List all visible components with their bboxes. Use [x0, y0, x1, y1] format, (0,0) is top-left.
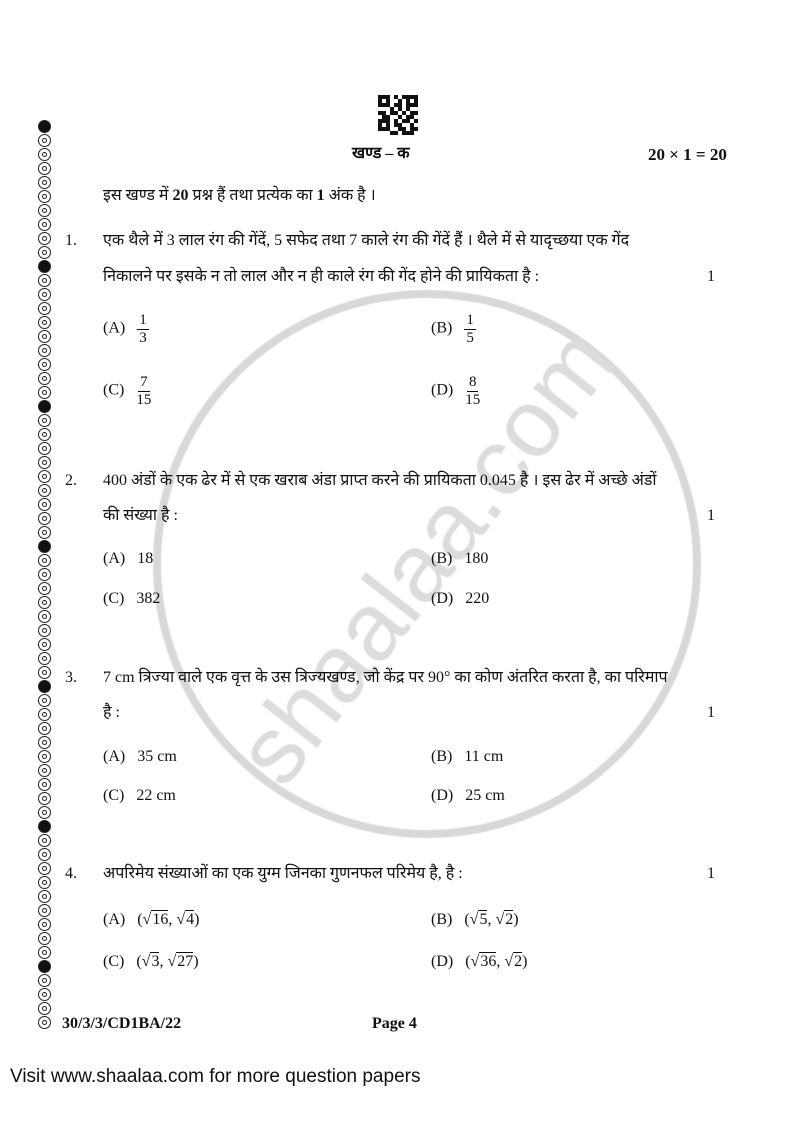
question-marks: 1 — [707, 268, 715, 285]
margin-ring — [38, 414, 51, 427]
fraction: $\frac{7}{15}$ — [136, 374, 152, 408]
margin-ring — [38, 778, 51, 791]
option-text: 220 — [465, 590, 490, 607]
question-number: 3. — [65, 669, 77, 686]
option-a[interactable] — [103, 312, 149, 346]
option-text: 35 cm — [137, 748, 177, 765]
margin-ring — [38, 666, 51, 679]
margin-ring — [38, 652, 51, 665]
question-number: 1. — [65, 232, 77, 249]
option-c[interactable] — [103, 591, 160, 607]
margin-ring — [38, 834, 51, 847]
instruction-text: इस खण्ड में — [103, 187, 173, 204]
radicand: 2 — [505, 911, 514, 928]
margin-ring — [38, 750, 51, 763]
margin-ring — [38, 1016, 51, 1029]
option-label: (D) — [431, 590, 454, 607]
option-b[interactable] — [431, 551, 488, 567]
margin-ring — [38, 386, 51, 399]
question-text: 7 cm त्रिज्या वाले एक वृत्त के उस त्रिज्यखण्ड, जो केंद्र पर 90° का कोण अंतरित करता है, का परिमाप — [103, 669, 668, 686]
option-label: (D) — [431, 787, 454, 804]
margin-ring — [38, 456, 51, 469]
qr-module — [414, 131, 418, 135]
option-label: (B) — [431, 319, 453, 337]
option-label: (C) — [103, 381, 125, 399]
option-b[interactable]: (B) (√5, √2) — [431, 911, 519, 928]
margin-ring — [38, 162, 51, 175]
question-marks: 1 — [707, 507, 715, 524]
question-text: है : — [103, 704, 120, 721]
option-c[interactable]: (C) (√3, √27) — [103, 953, 199, 970]
instruction-count: 20 — [172, 187, 189, 204]
margin-ring — [38, 946, 51, 959]
option-label: (C) — [103, 787, 125, 804]
radicand: 3 — [151, 953, 160, 970]
margin-ring — [38, 610, 51, 623]
margin-ring — [38, 624, 51, 637]
margin-ring — [38, 218, 51, 231]
margin-ring — [38, 638, 51, 651]
option-d[interactable] — [431, 788, 505, 804]
radicand: 16 — [152, 911, 169, 928]
margin-ring — [38, 680, 51, 693]
margin-ring — [38, 764, 51, 777]
margin-ring — [38, 694, 51, 707]
margin-rings — [38, 120, 54, 1040]
question-text: 400 अंडों के एक ढेर में से एक खराब अंडा प्राप्त करने की प्रायिकता 0.045 है । इस ढेर में अच्छे अंडों — [103, 472, 657, 489]
option-label: (A) — [103, 319, 126, 337]
fraction: $\frac{8}{15}$ — [465, 374, 481, 408]
option-label: (A) — [103, 911, 126, 928]
margin-ring — [38, 582, 51, 595]
option-label: (B) — [431, 911, 453, 928]
option-c[interactable] — [103, 788, 176, 804]
radicand: 27 — [177, 953, 194, 970]
margin-ring — [38, 904, 51, 917]
margin-ring — [38, 120, 51, 133]
margin-ring — [38, 1002, 51, 1015]
question-number: 2. — [65, 472, 77, 489]
radicand: 5 — [479, 911, 488, 928]
margin-ring — [38, 512, 51, 525]
margin-ring — [38, 974, 51, 987]
margin-ring — [38, 372, 51, 385]
margin-ring — [38, 428, 51, 441]
paper-code: 30/3/3/CD1BA/22 — [62, 1015, 182, 1032]
margin-ring — [38, 918, 51, 931]
option-a[interactable] — [103, 749, 177, 765]
option-text: 180 — [464, 550, 489, 567]
section-title: खण्ड – क — [352, 145, 410, 162]
margin-ring — [38, 400, 51, 413]
margin-ring — [38, 204, 51, 217]
margin-ring — [38, 596, 51, 609]
fraction: $\frac{1}{5}$ — [466, 312, 474, 346]
margin-ring — [38, 442, 51, 455]
margin-ring — [38, 806, 51, 819]
margin-ring — [38, 932, 51, 945]
option-label: (B) — [431, 550, 453, 567]
margin-ring — [38, 876, 51, 889]
margin-ring — [38, 540, 51, 553]
instruction-text: अंक है । — [324, 187, 376, 204]
margin-ring — [38, 330, 51, 343]
margin-ring — [38, 148, 51, 161]
option-label: (B) — [431, 748, 453, 765]
option-a[interactable]: (A) (√16, √4) — [103, 911, 200, 928]
option-label: (C) — [103, 590, 125, 607]
option-label: (A) — [103, 550, 126, 567]
option-text: 18 — [137, 550, 154, 567]
margin-ring — [38, 960, 51, 973]
question-number: 4. — [65, 865, 77, 882]
option-c[interactable] — [103, 374, 151, 408]
margin-ring — [38, 316, 51, 329]
question-marks: 1 — [707, 865, 715, 882]
option-text: 382 — [136, 590, 161, 607]
option-label: (A) — [103, 748, 126, 765]
margin-ring — [38, 260, 51, 273]
option-text: 25 cm — [465, 787, 505, 804]
margin-ring — [38, 862, 51, 875]
option-d[interactable] — [431, 591, 489, 607]
margin-ring — [38, 568, 51, 581]
margin-ring — [38, 470, 51, 483]
margin-ring — [38, 708, 51, 721]
qr-code — [378, 95, 418, 135]
margin-ring — [38, 820, 51, 833]
question-marks: 1 — [707, 704, 715, 721]
margin-ring — [38, 526, 51, 539]
margin-ring — [38, 848, 51, 861]
option-label: (C) — [103, 953, 125, 970]
radicand: 4 — [186, 911, 195, 928]
margin-ring — [38, 232, 51, 245]
margin-ring — [38, 344, 51, 357]
margin-ring — [38, 498, 51, 511]
margin-ring — [38, 890, 51, 903]
question-text: निकालने पर इसके न तो लाल और न ही काले रंग की गेंद होने की प्रायिकता है : — [103, 268, 540, 285]
question-text: अपरिमेय संख्याओं का एक युग्म जिनका गुणनफल परिमेय है, है : — [103, 865, 463, 882]
visit-link-text[interactable]: Visit www.shaalaa.com for more question papers — [10, 1066, 421, 1087]
radicand: 2 — [514, 953, 523, 970]
option-d[interactable] — [431, 374, 480, 408]
margin-ring — [38, 988, 51, 1001]
margin-ring — [38, 736, 51, 749]
margin-ring — [38, 274, 51, 287]
question-text: एक थैले में 3 लाल रंग की गेंदें, 5 सफेद तथा 7 काले रंग की गेंदें हैं । थैले में से यादृच्छया एक गेंद — [103, 232, 630, 249]
section-instruction — [103, 188, 376, 204]
margin-ring — [38, 190, 51, 203]
margin-ring — [38, 722, 51, 735]
option-b[interactable] — [431, 749, 503, 765]
instruction-mark: 1 — [316, 187, 325, 204]
margin-ring — [38, 484, 51, 497]
margin-ring — [38, 358, 51, 371]
option-text: 22 cm — [136, 787, 176, 804]
option-a[interactable] — [103, 551, 153, 567]
option-d[interactable]: (D) (√36, √2) — [431, 953, 528, 970]
radicand: 36 — [480, 953, 497, 970]
option-b[interactable] — [431, 312, 476, 346]
margin-ring — [38, 134, 51, 147]
page-number: Page 4 — [372, 1015, 417, 1032]
section-marks: 20 × 1 = 20 — [648, 145, 727, 164]
question-text: की संख्या है : — [103, 507, 178, 524]
margin-ring — [38, 554, 51, 567]
option-label: (D) — [431, 953, 454, 970]
margin-ring — [38, 246, 51, 259]
fraction: $\frac{1}{3}$ — [139, 312, 147, 346]
margin-ring — [38, 792, 51, 805]
option-text: 11 cm — [464, 748, 504, 765]
margin-ring — [38, 176, 51, 189]
margin-ring — [38, 302, 51, 315]
instruction-text: प्रश्न हैं तथा प्रत्येक का — [188, 187, 317, 204]
margin-ring — [38, 288, 51, 301]
option-label: (D) — [431, 381, 454, 399]
